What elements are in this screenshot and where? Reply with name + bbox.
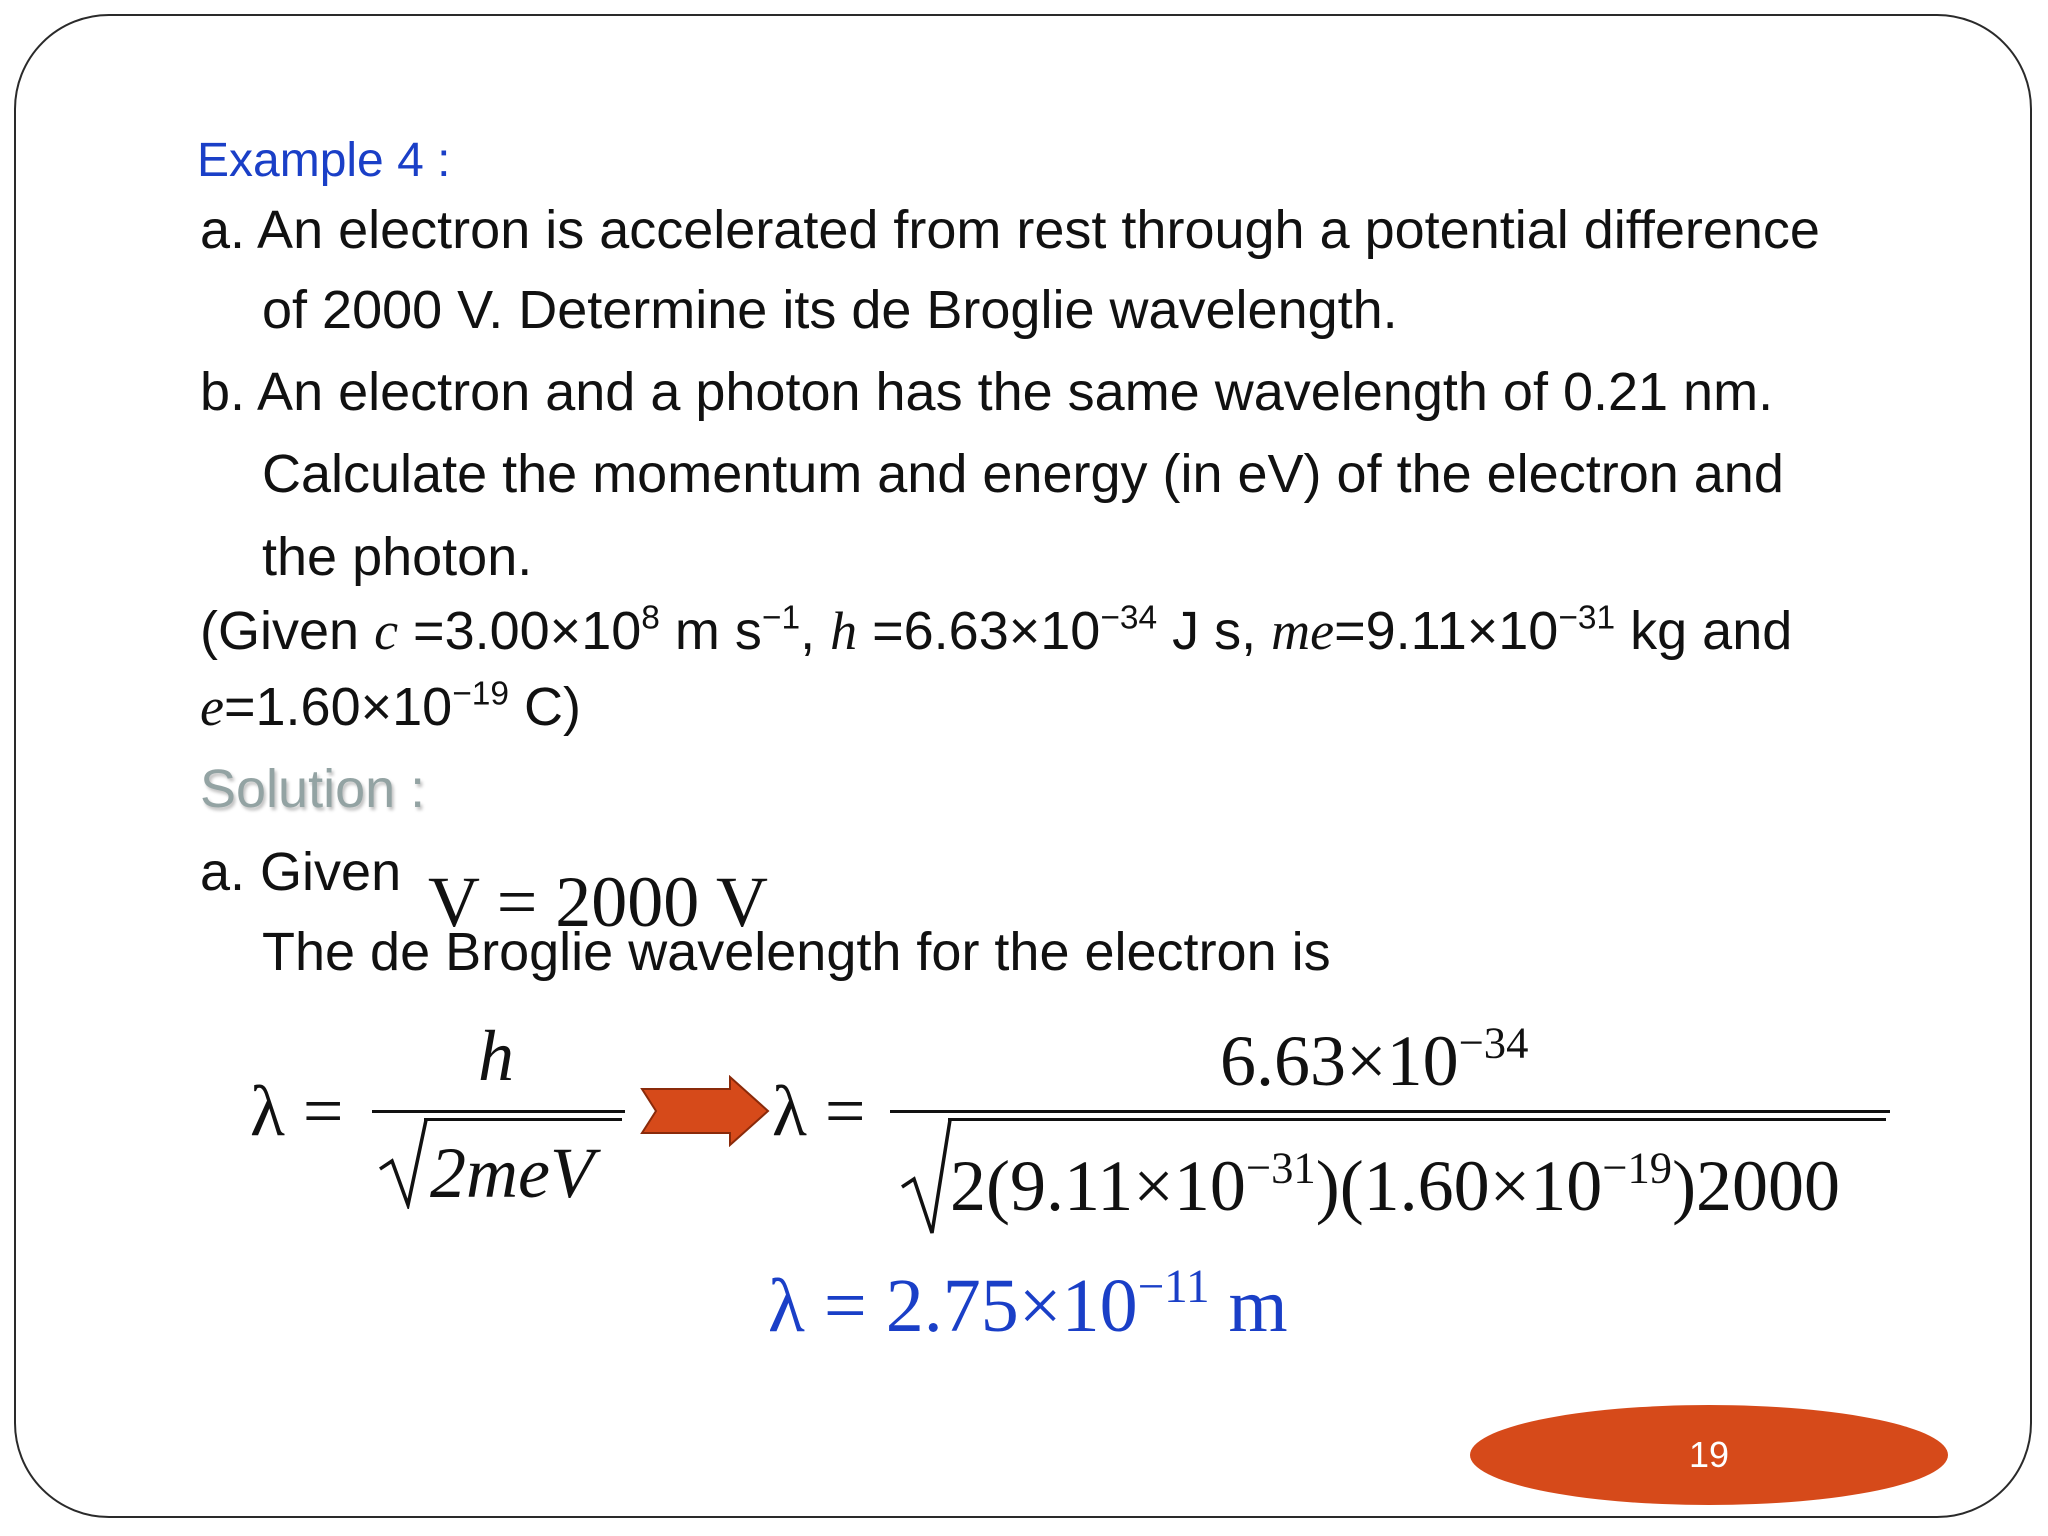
solution-a-given: a. Given xyxy=(200,842,402,902)
part-a-line-2: of 2000 V. Determine its de Broglie wavelength. xyxy=(262,280,1398,340)
formula2-fraction-bar xyxy=(890,1110,1890,1113)
given-voltage: V = 2000 V xyxy=(428,862,768,942)
part-b-line-3: the photon. xyxy=(262,527,533,587)
right-arrow-icon xyxy=(640,1075,772,1147)
part-b-line-2: Calculate the momentum and energy (in eV) of the electron and xyxy=(262,444,1784,504)
part-a-line-1: a. An electron is accelerated from rest through a potential difference xyxy=(200,200,1820,260)
page-number: 19 xyxy=(1688,1434,1730,1475)
formula1-numerator: h xyxy=(478,1016,514,1096)
solution-a-line: The de Broglie wavelength for the electron is xyxy=(262,922,1331,982)
formula2-lhs: λ = xyxy=(772,1071,866,1151)
formula1-fraction-bar xyxy=(372,1110,625,1113)
slide-title: Example 4 : xyxy=(197,134,451,187)
formula1-radical-bar xyxy=(424,1118,622,1121)
formula1-radical-sign xyxy=(378,1117,428,1209)
part-b-line-1: b. An electron and a photon has the same wavelength of 0.21 nm. xyxy=(200,362,1774,422)
formula2-radical-sign xyxy=(900,1117,952,1237)
formula2-numerator: $6.63\times 10^{-34}$ xyxy=(1220,1017,1529,1101)
given-constants-line-2: $e=1.60\times 10^{-19}$ C) xyxy=(200,675,581,737)
formula2-radical-bar xyxy=(948,1118,1886,1121)
solution-label: Solution : xyxy=(200,759,426,819)
formula1-lhs: λ = xyxy=(250,1071,344,1151)
formula2-denominator: $2(9.11\times 10^{-31})(1.60\times 10^{-19})2000$ xyxy=(950,1142,1841,1226)
given-constants-line-1: (Given $c =3.00\times 10^8$ m $s^{-1}$, $h =6.63\times 10^{-34}$ J s, $me=9.11\times 10^{-31}$ kg and xyxy=(200,599,1793,661)
formula1-denominator: 2meV xyxy=(430,1133,594,1213)
result-wavelength: $\lambda = 2.75\times 10^{-11}$ m xyxy=(768,1260,1288,1348)
